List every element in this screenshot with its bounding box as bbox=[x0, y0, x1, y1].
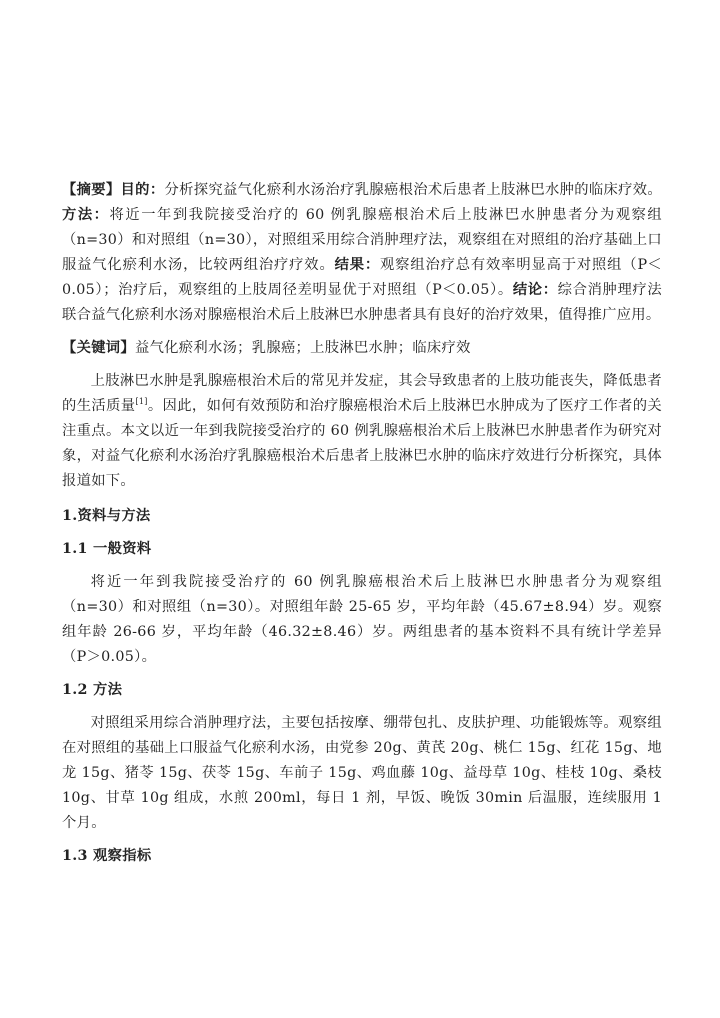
results-label: 结果： bbox=[334, 257, 381, 273]
intro-paragraph bbox=[62, 369, 662, 494]
section-1-1-text: 将近一年到我院接受治疗的 60 例乳腺癌根治术后上肢淋巴水肿患者分为观察组（n=30）和对照组（n=30）。对照组年龄 25-65 岁，平均年龄（45.67±8.94）岁。观察组年龄 26-66 岁，平均年龄（46.32±8.46）岁。两组患者的基本资料不具有统计学差异（P＞0.05）。 bbox=[62, 574, 662, 665]
methods-label: 方法： bbox=[62, 207, 110, 223]
document-page bbox=[62, 178, 662, 869]
section-heading-1-3: 1.3 观察指标 bbox=[62, 848, 152, 864]
section-heading-1: 1.资料与方法 bbox=[62, 508, 151, 524]
abstract-label: 【摘要】 bbox=[62, 182, 121, 198]
section-1-2-text: 对照组采用综合消肿理疗法，主要包括按摩、绷带包扎、皮肤护理、功能锻炼等。观察组在对照组的基础上口服益气化瘀利水汤，由党参 20g、黄芪 20g、桃仁 15g、红花 15g、地龙 15g、猪苓 15g、茯苓 15g、车前子 15g、鸡血藤 10g、益母草 10g、桂枝 10g、桑枝 10g、甘草 10g 组成，水煎 200ml，每日 1 剂，早饭、晚饭 30min 后温服，连续服用 1 个月。 bbox=[62, 715, 662, 831]
citation-ref: [1] bbox=[135, 397, 148, 407]
keywords-text: 益气化瘀利水汤；乳腺癌；上肢淋巴水肿；临床疗效 bbox=[134, 340, 471, 356]
objective-label: 目的： bbox=[120, 182, 165, 198]
objective-text: 分析探究益气化瘀利水汤治疗乳腺癌根治术后患者上肢淋巴水肿的临床疗效。 bbox=[164, 182, 662, 198]
conclusion-label: 结论： bbox=[512, 282, 558, 298]
keywords-paragraph bbox=[62, 336, 662, 361]
abstract-paragraph bbox=[62, 178, 662, 328]
intro-text-2: 。因此，如何有效预防和治疗腺癌根治术后上肢淋巴水肿成为了医疗工作者的关注重点。本文以近一年到我院接受治疗的 60 例乳腺癌根治术后上肢淋巴水肿患者作为研究对象，对益气化瘀利水汤治疗乳腺癌根治术后患者上肢淋巴水肿的临床疗效进行分析探究，具体报道如下。 bbox=[62, 398, 663, 489]
methods-text: 将近一年到我院接受治疗的 60 例乳腺癌根治术后上肢淋巴水肿患者分为观察组（n=30）和对照组（n=30），对照组采用综合消肿理疗法，观察组在对照组的治疗基础上口服益气化瘀利水汤，比较两组治疗疗效。 bbox=[62, 207, 662, 273]
section-heading-1-2: 1.2 方法 bbox=[62, 682, 123, 698]
results-text: 观察组治疗总有效率明显高于对照组（P＜0.05）；治疗后，观察组的上肢周径差明显优于对照组（P＜0.05）。 bbox=[62, 257, 662, 298]
keywords-label: 【关键词】 bbox=[62, 340, 135, 356]
section-heading-1-1: 1.1 一般资料 bbox=[62, 541, 152, 557]
conclusion-text: 综合消肿理疗法联合益气化瘀利水汤对腺癌根治术后上肢淋巴水肿患者具有良好的治疗效果，值得推广应用。 bbox=[62, 282, 662, 323]
intro-text-1: 上肢淋巴水肿是乳腺癌根治术后的常见并发症，其会导致患者的上肢功能丧失，降低患者的生活质量 bbox=[62, 373, 662, 414]
